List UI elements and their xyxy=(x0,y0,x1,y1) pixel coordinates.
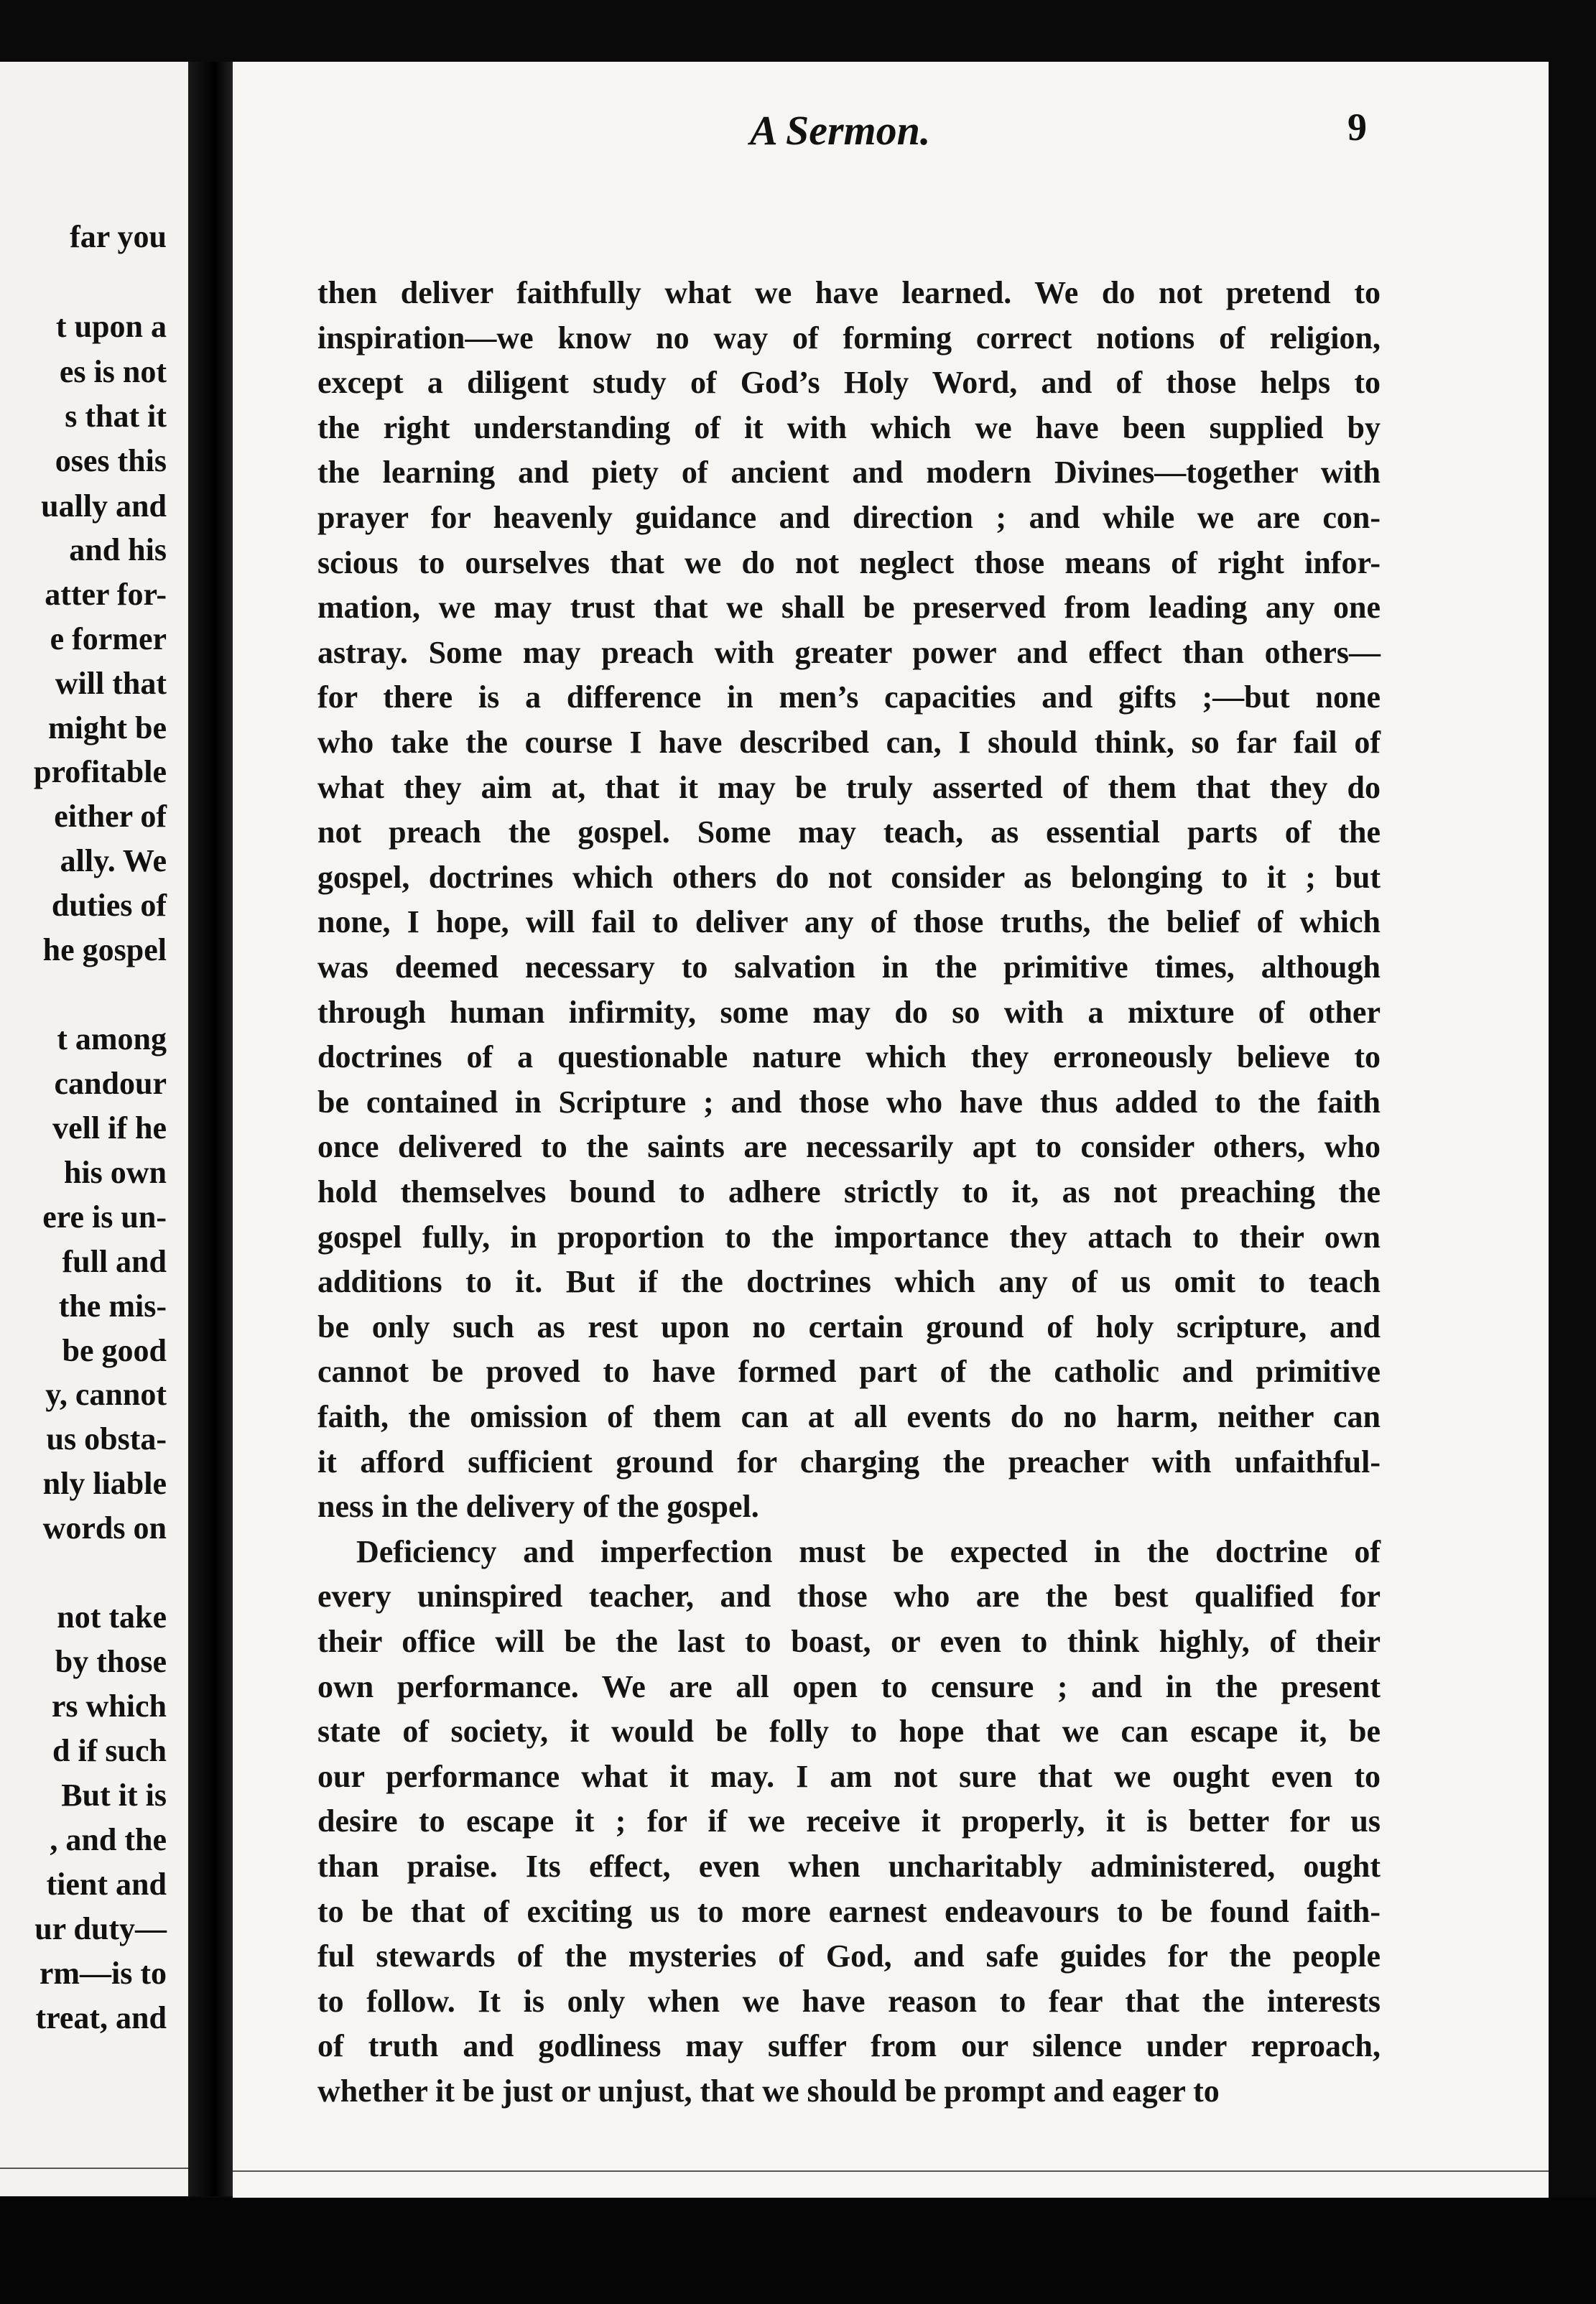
facing-page-line: profitable xyxy=(34,754,167,789)
body-line: mation, we may trust that we shall be preserved from leading any one xyxy=(317,590,1381,625)
facing-page-line: But it is xyxy=(61,1778,167,1813)
body-line: to be that of exciting us to more earnest endeavours to be found faith- xyxy=(317,1894,1381,1929)
body-line: none, I hope, will fail to deliver any of those truths, the belief of which xyxy=(317,904,1381,939)
body-line: desire to escape it ; for if we receive it properly, it is better for us xyxy=(317,1803,1381,1839)
facing-page-line: far you xyxy=(70,219,167,254)
body-line: through human infirmity, some may do so with a mixture of other xyxy=(317,995,1381,1030)
body-line: scious to ourselves that we do not neglect those means of right infor- xyxy=(317,545,1381,580)
facing-page-left xyxy=(0,62,188,2196)
facing-page-line: might be xyxy=(48,710,167,745)
facing-page-line: full and xyxy=(62,1244,167,1279)
body-line: for there is a difference in men’s capacities and gifts ;—but none xyxy=(317,679,1381,715)
body-line: the right understanding of it with which we have been supplied by xyxy=(317,410,1381,445)
body-line: was deemed necessary to salvation in the primitive times, although xyxy=(317,949,1381,985)
facing-page-line: rm—is to xyxy=(39,1956,167,1991)
facing-page-line: be good xyxy=(62,1333,167,1368)
facing-page-line: oses this xyxy=(55,443,167,478)
facing-page-line: ere is un- xyxy=(42,1199,167,1235)
body-line: prayer for heavenly guidance and direction ; and while we are con- xyxy=(317,500,1381,535)
facing-page-line: will that xyxy=(55,666,167,701)
page-number: 9 xyxy=(1347,106,1367,149)
scan-bottom-border xyxy=(0,2198,1596,2304)
facing-page-line: ur duty— xyxy=(34,1911,167,1946)
bottom-rule-right xyxy=(233,2170,1549,2172)
facing-page-line: treat, and xyxy=(35,2000,167,2035)
body-line: gospel fully, in proportion to the importance they attach to their own xyxy=(317,1220,1381,1255)
facing-page-line: es is not xyxy=(59,354,167,389)
body-line: than praise. Its effect, even when uncharitably administered, ought xyxy=(317,1849,1381,1884)
facing-page-line: vell if he xyxy=(52,1110,167,1146)
facing-page-line: and his xyxy=(69,532,167,567)
body-line: ful stewards of the mysteries of God, and safe guides for the people xyxy=(317,1938,1381,1974)
body-line: faith, the omission of them can at all events do no harm, neither can xyxy=(317,1399,1381,1434)
facing-page-line: duties of xyxy=(51,888,167,923)
body-line: every uninspired teacher, and those who are the best qualified for xyxy=(317,1579,1381,1614)
page-right xyxy=(233,62,1549,2199)
facing-page-line: not take xyxy=(57,1599,167,1635)
facing-page-line: candour xyxy=(54,1066,167,1101)
body-line: their office will be the last to boast, or even to think highly, of their xyxy=(317,1624,1381,1659)
body-line: doctrines of a questionable nature which they erroneously believe to xyxy=(317,1039,1381,1074)
facing-page-line: us obsta- xyxy=(46,1421,167,1457)
bottom-rule-left xyxy=(0,2168,188,2169)
facing-page-line: either of xyxy=(54,799,167,834)
facing-page-line: t among xyxy=(57,1021,167,1056)
facing-page-line: by those xyxy=(55,1644,167,1679)
facing-page-line: ually and xyxy=(41,488,167,524)
body-line: Deficiency and imperfection must be expected in the doctrine of xyxy=(356,1534,1381,1569)
facing-page-line: y, cannot xyxy=(45,1377,167,1412)
facing-page-line: rs which xyxy=(51,1688,167,1724)
body-line: except a diligent study of God’s Holy Word, and of those helps to xyxy=(317,365,1381,400)
body-line: gospel, doctrines which others do not consider as belonging to it ; but xyxy=(317,860,1381,895)
body-line: be contained in Scripture ; and those who have thus added to the faith xyxy=(317,1084,1381,1120)
facing-page-line: d if such xyxy=(52,1733,167,1768)
facing-page-line: nly liable xyxy=(42,1466,167,1501)
book-gutter-shadow xyxy=(188,62,233,2196)
body-line: what they aim at, that it may be truly asserted of them that they do xyxy=(317,770,1381,805)
facing-page-line: tient and xyxy=(46,1867,167,1902)
facing-page-line: s that it xyxy=(65,399,167,434)
body-line: inspiration—we know no way of forming correct notions of religion, xyxy=(317,320,1381,356)
running-head: A Sermon. xyxy=(750,107,931,154)
body-line: then deliver faithfully what we have learned. We do not pretend to xyxy=(317,275,1381,310)
facing-page-line: , and the xyxy=(50,1822,167,1857)
body-line: astray. Some may preach with greater power and effect than others— xyxy=(317,635,1381,670)
facing-page-line: the mis- xyxy=(58,1288,167,1324)
facing-page-line: words on xyxy=(42,1510,167,1546)
body-line: it afford sufficient ground for charging the preacher with unfaithful- xyxy=(317,1444,1381,1480)
body-line: whether it be just or unjust, that we should be prompt and eager to xyxy=(317,2073,1220,2109)
body-line: be only such as rest upon no certain ground of holy scripture, and xyxy=(317,1309,1381,1344)
body-line: hold themselves bound to adhere strictly to it, as not preaching the xyxy=(317,1174,1381,1209)
facing-page-line: t upon a xyxy=(55,309,167,344)
facing-page-line: his own xyxy=(63,1155,167,1190)
facing-page-line: atter for- xyxy=(45,577,167,612)
body-line: to follow. It is only when we have reason to fear that the interests xyxy=(317,1984,1381,2019)
body-line: the learning and piety of ancient and modern Divines—together with xyxy=(317,455,1381,490)
body-line: own performance. We are all open to censure ; and in the present xyxy=(317,1669,1381,1704)
body-line: cannot be proved to have formed part of the catholic and primitive xyxy=(317,1354,1381,1389)
facing-page-line: he gospel xyxy=(42,932,167,967)
body-line: additions to it. But if the doctrines which any of us omit to teach xyxy=(317,1264,1381,1299)
body-line: ness in the delivery of the gospel. xyxy=(317,1489,759,1524)
body-line: not preach the gospel. Some may teach, as essential parts of the xyxy=(317,814,1381,850)
facing-page-line: e former xyxy=(50,621,167,656)
body-line: state of society, it would be folly to hope that we can escape it, be xyxy=(317,1714,1381,1749)
body-line: of truth and godliness may suffer from our silence under reproach, xyxy=(317,2028,1381,2063)
body-line: our performance what it may. I am not sure that we ought even to xyxy=(317,1759,1381,1794)
facing-page-line: ally. We xyxy=(60,843,167,878)
body-line: who take the course I have described can, I should think, so far fail of xyxy=(317,725,1381,760)
body-line: once delivered to the saints are necessarily apt to consider others, who xyxy=(317,1129,1381,1164)
